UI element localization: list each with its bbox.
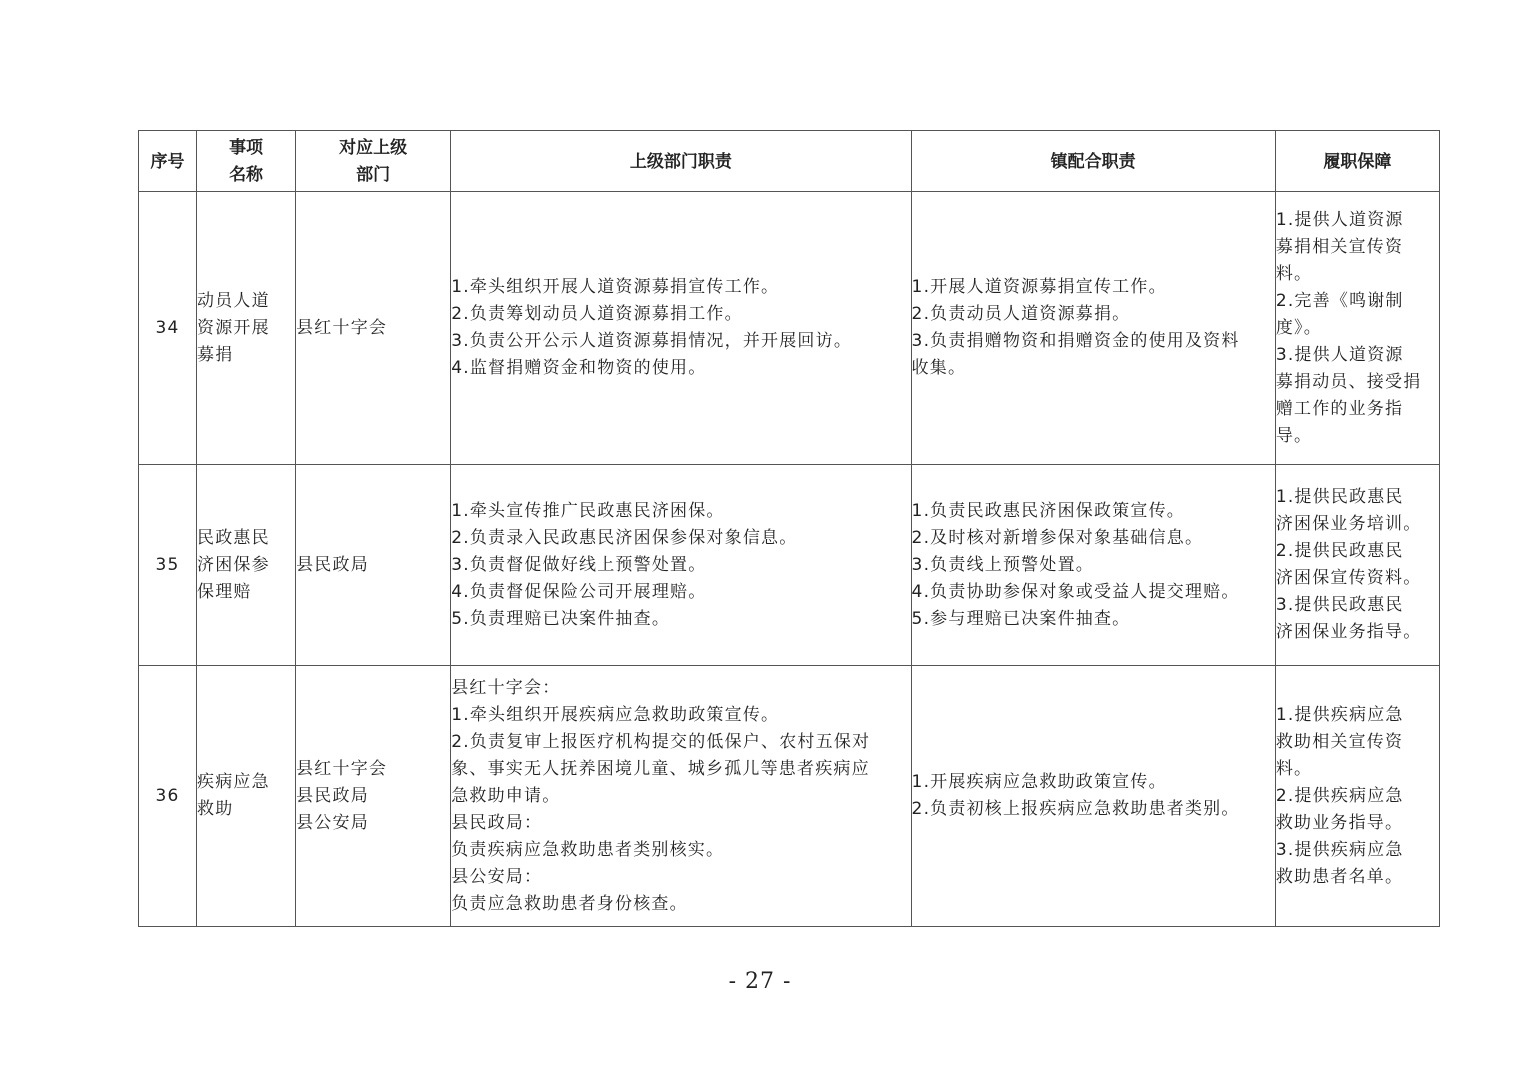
table-row	[139, 465, 1440, 666]
cell-item-name: 动员人道 资源开展 募捐	[197, 192, 296, 465]
header-seq: 序号	[139, 131, 197, 192]
table-row	[139, 192, 1440, 465]
cell-seq: 36	[139, 666, 197, 927]
cell-upper-duty: 县红十字会： 1.牵头组织开展疾病应急救助政策宣传。 2.负责复审上报医疗机构提交的低保户、农村五保对 象、事实无人抚养困境儿童、城乡孤儿等患者疾病应 急救助申请。 县民政局： 负责疾病应急救助患者类别核实。 县公安局： 负责应急救助患者身份核查。	[451, 666, 911, 927]
table-header-row	[139, 131, 1440, 192]
cell-item-name: 民政惠民 济困保参 保理赔	[197, 465, 296, 666]
header-upper-dept: 对应上级 部门	[296, 131, 451, 192]
cell-guarantee: 1.提供民政惠民 济困保业务培训。 2.提供民政惠民 济困保宣传资料。 3.提供民政惠民 济困保业务指导。	[1275, 465, 1439, 666]
cell-upper-dept: 县红十字会 县民政局 县公安局	[296, 666, 451, 927]
cell-town-duty: 1.开展人道资源募捐宣传工作。 2.负责动员人道资源募捐。 3.负责捐赠物资和捐赠资金的使用及资料 收集。	[911, 192, 1275, 465]
cell-upper-duty: 1.牵头宣传推广民政惠民济困保。 2.负责录入民政惠民济困保参保对象信息。 3.负责督促做好线上预警处置。 4.负责督促保险公司开展理赔。 5.负责理赔已决案件抽查。	[451, 465, 911, 666]
cell-seq: 34	[139, 192, 197, 465]
table-row	[139, 666, 1440, 927]
cell-town-duty: 1.开展疾病应急救助政策宣传。 2.负责初核上报疾病应急救助患者类别。	[911, 666, 1275, 927]
duty-table	[138, 130, 1440, 927]
header-guarantee: 履职保障	[1275, 131, 1439, 192]
cell-seq: 35	[139, 465, 197, 666]
header-town-duty: 镇配合职责	[911, 131, 1275, 192]
cell-upper-dept: 县民政局	[296, 465, 451, 666]
header-upper-duty: 上级部门职责	[451, 131, 911, 192]
cell-upper-dept: 县红十字会	[296, 192, 451, 465]
cell-item-name: 疾病应急 救助	[197, 666, 296, 927]
header-item-name: 事项 名称	[197, 131, 296, 192]
cell-guarantee: 1.提供人道资源 募捐相关宣传资 料。 2.完善《鸣谢制 度》。 3.提供人道资源 募捐动员、接受捐 赠工作的业务指 导。	[1275, 192, 1439, 465]
cell-town-duty: 1.负责民政惠民济困保政策宣传。 2.及时核对新增参保对象基础信息。 3.负责线上预警处置。 4.负责协助参保对象或受益人提交理赔。 5.参与理赔已决案件抽查。	[911, 465, 1275, 666]
page-number: - 27 -	[728, 969, 792, 994]
cell-upper-duty: 1.牵头组织开展人道资源募捐宣传工作。 2.负责筹划动员人道资源募捐工作。 3.负责公开公示人道资源募捐情况，并开展回访。 4.监督捐赠资金和物资的使用。	[451, 192, 911, 465]
cell-guarantee: 1.提供疾病应急 救助相关宣传资 料。 2.提供疾病应急 救助业务指导。 3.提供疾病应急 救助患者名单。	[1275, 666, 1439, 927]
